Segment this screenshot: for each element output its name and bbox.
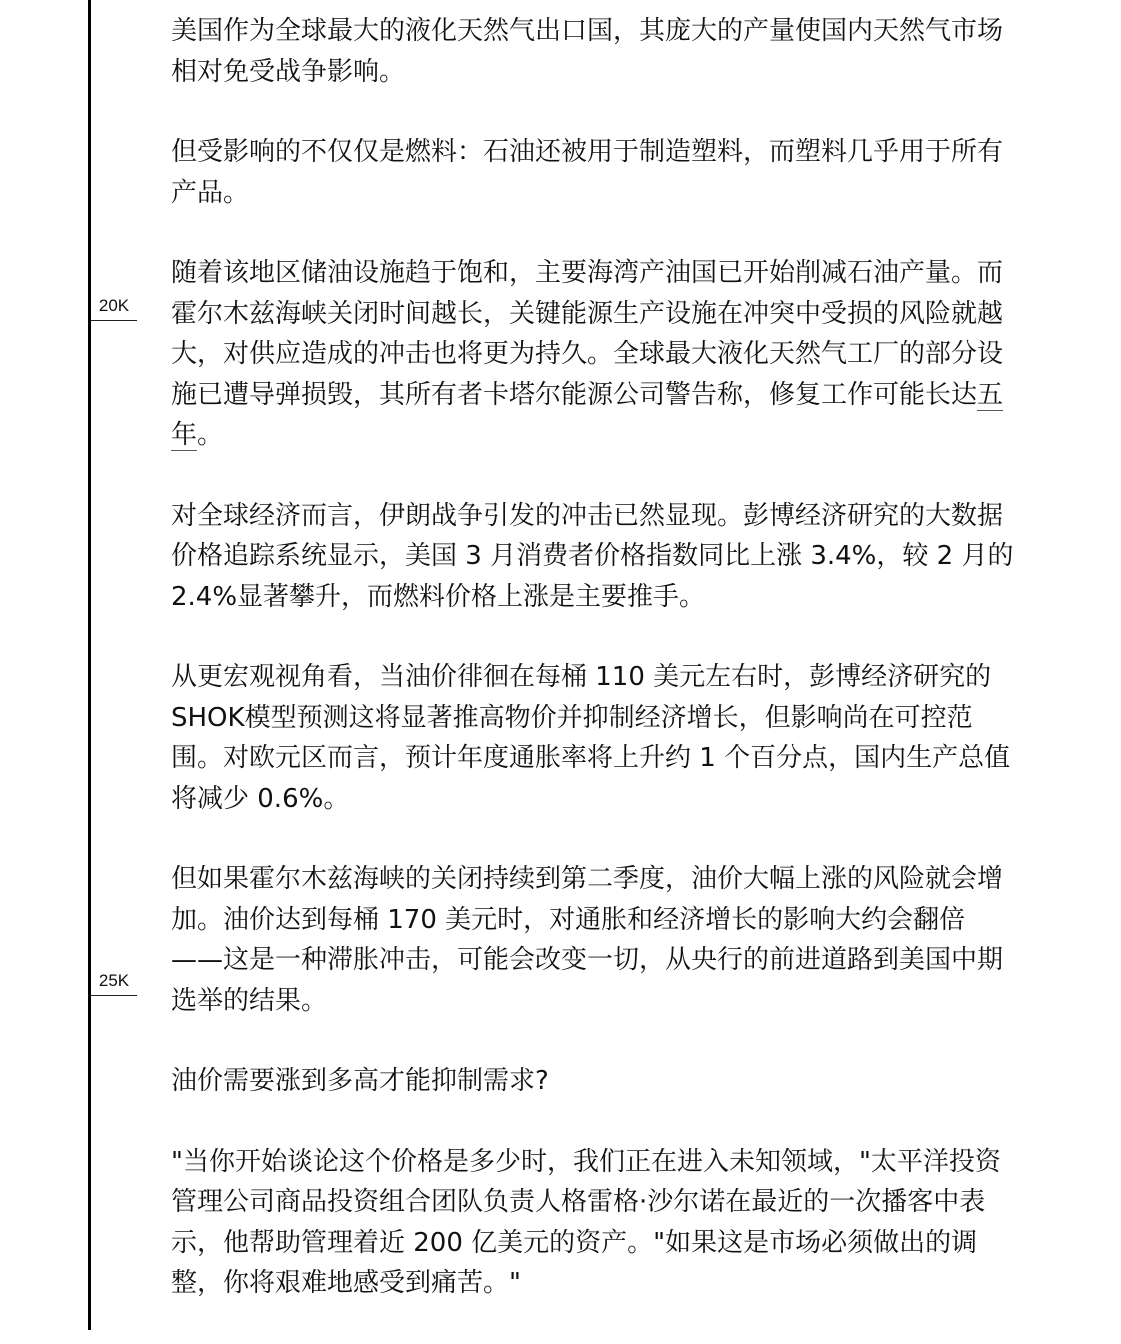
paragraph: 油价需要涨到多高才能抑制需求? xyxy=(171,1066,549,1096)
word-count-marker-20k xyxy=(91,296,137,321)
marker-tick xyxy=(91,320,137,321)
article-body xyxy=(171,11,1016,1344)
paragraph: "当你开始谈论这个价格是多少时，我们正在进入未知领域，"太平洋投资管理公司商品投资组合团队负责人格雷格·沙尔诺在最近的一次播客中表示，他帮助管理着近 200 亿美元的资产。"如果这是市场必须做出的调整，你将艰难地感受到痛苦。" xyxy=(171,1146,1001,1298)
paragraph: 从更宏观视角看，当油价徘徊在每桶 110 美元左右时，彭博经济研究的SHOK模型预测这将显著推高物价并抑制经济增长，但影响尚在可控范围。对欧元区而言，预计年度通胀率将上升约 1 个百分点，国内生产总值将减少 0.6%。 xyxy=(171,662,1011,814)
marker-tick xyxy=(91,995,137,996)
paragraph: 对全球经济而言，伊朗战争引发的冲击已然显现。彭博经济研究的大数据价格追踪系统显示，美国 3 月消费者价格指数同比上涨 3.4%，较 2 月的 2.4%显著攀升，而燃料价格上涨是主要推手。 xyxy=(171,500,1014,612)
word-count-marker-25k xyxy=(91,971,137,996)
marker-label: 20K xyxy=(98,296,130,315)
paragraph-text: 。 xyxy=(197,420,224,450)
paragraph-text: 随着该地区储油设施趋于饱和，主要海湾产油国已开始削减石油产量。而霍尔木兹海峡关闭时间越长，关键能源生产设施在冲突中受损的风险就越大，对供应造成的冲击也将更为持久。全球最大液化天然气工厂的部分设施已遭导弹损毁，其所有者卡塔尔能源公司警告称，修复工作可能长达 xyxy=(171,258,1004,410)
paragraph: 但如果霍尔木兹海峡的关闭持续到第二季度，油价大幅上涨的风险就会增加。油价达到每桶 170 美元时，对通胀和经济增长的影响大约会翻倍——这是一种滞胀冲击，可能会改变一切，从央行的前进道路到美国中期选举的结果。 xyxy=(171,864,1004,1016)
timeline-rail xyxy=(88,0,91,1330)
marker-label: 25K xyxy=(98,971,130,990)
five-years-link[interactable]: 五年 xyxy=(171,379,1004,450)
paragraph: 但受影响的不仅仅是燃料：石油还被用于制造塑料，而塑料几乎用于所有产品。 xyxy=(171,137,1004,208)
paragraph xyxy=(171,253,1016,456)
paragraph: 美国作为全球最大的液化天然气出口国，其庞大的产量使国内天然气市场相对免受战争影响。 xyxy=(171,16,1004,87)
